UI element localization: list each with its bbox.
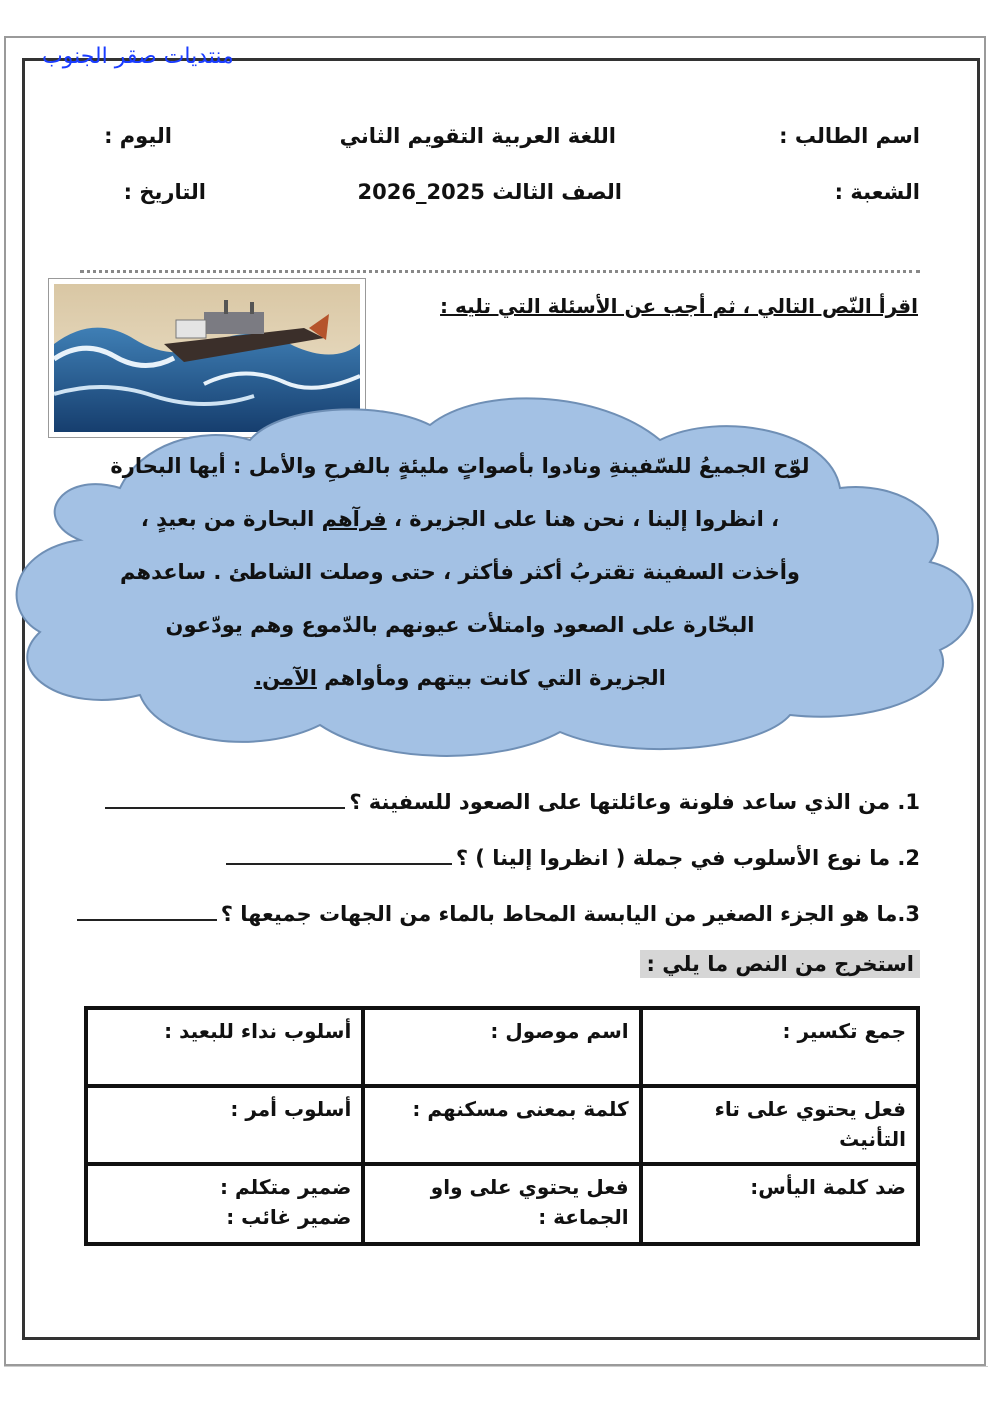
student-name-label: اسم الطالب : bbox=[779, 124, 920, 148]
underlined-word: الآمن. bbox=[254, 666, 317, 690]
answer-blank-1[interactable] bbox=[105, 803, 345, 809]
reading-passage bbox=[100, 440, 820, 705]
passage-line-3: وأخذت السفينة تقتربُ أكثر فأكثر ، حتى وصلت الشاطئ . ساعدهم bbox=[120, 560, 800, 584]
cell-ta-tanith[interactable]: فعل يحتوي على تاء التأنيث bbox=[641, 1086, 918, 1164]
cell-maskanahum[interactable]: كلمة بمعنى مسكنهم : bbox=[363, 1086, 640, 1164]
section-label: الشعبة : bbox=[834, 180, 920, 204]
cell-opposite[interactable]: ضد كلمة اليأس: bbox=[641, 1164, 918, 1244]
extraction-table bbox=[84, 1006, 920, 1246]
question-3: 3.ما هو الجزء الصغير من اليابسة المحاط بالماء من الجهات جميعها ؟ bbox=[77, 902, 920, 926]
header-divider bbox=[80, 270, 920, 273]
subject-title: اللغة العربية التقويم الثاني bbox=[339, 124, 616, 148]
answer-blank-2[interactable] bbox=[226, 859, 452, 865]
extract-heading: استخرج من النص ما يلي : bbox=[640, 950, 920, 978]
watermark: منتديات صقر الجنوب bbox=[42, 44, 234, 69]
date-label: التاريخ : bbox=[123, 180, 206, 204]
passage-line-1: لوّح الجميعُ للسّفينةِ ونادوا بأصواتٍ مليئةٍ بالفرحِ والأمل : أيها البحارة bbox=[110, 454, 810, 478]
cell-jam-taksir[interactable]: جمع تكسير : bbox=[641, 1008, 918, 1086]
page-bottom-edge bbox=[4, 1366, 988, 1367]
day-label: اليوم : bbox=[104, 124, 172, 148]
question-1: 1. من الذي ساعد فلونة وعائلتها على الصعود للسفينة ؟ bbox=[105, 790, 920, 814]
underlined-word: فرآهم bbox=[321, 507, 387, 531]
cell-waw-jamaa[interactable]: فعل يحتوي على واو الجماعة : bbox=[363, 1164, 640, 1244]
passage-line-5: الجزيرة التي كانت بيتهم ومأواهم الآمن. bbox=[254, 666, 666, 690]
question-2: 2. ما نوع الأسلوب في جملة ( انظروا إلينا ) ؟ bbox=[226, 846, 920, 870]
passage-line-4: البحّارة على الصعود وامتلأت عيونهم بالدّموع وهم يودّعون bbox=[165, 613, 755, 637]
cell-ism-mawsul[interactable]: اسم موصول : bbox=[363, 1008, 640, 1086]
cell-nida[interactable]: أسلوب نداء للبعيد : bbox=[86, 1008, 363, 1086]
grade-year: الصف الثالث 2025_2026 bbox=[357, 180, 622, 204]
passage-line-2: ، انظروا إلينا ، نحن هنا على الجزيرة ، فرآهم البحارة من بعيدٍ ، bbox=[140, 507, 780, 531]
reading-instruction: اقرأ النّص التالي ، ثم أجب عن الأسئلة التي تليه : bbox=[440, 294, 918, 318]
cell-amr[interactable]: أسلوب أمر : bbox=[86, 1086, 363, 1164]
answer-blank-3[interactable] bbox=[77, 915, 217, 921]
cell-pronouns[interactable]: ضمير متكلم : ضمير غائب : bbox=[86, 1164, 363, 1244]
